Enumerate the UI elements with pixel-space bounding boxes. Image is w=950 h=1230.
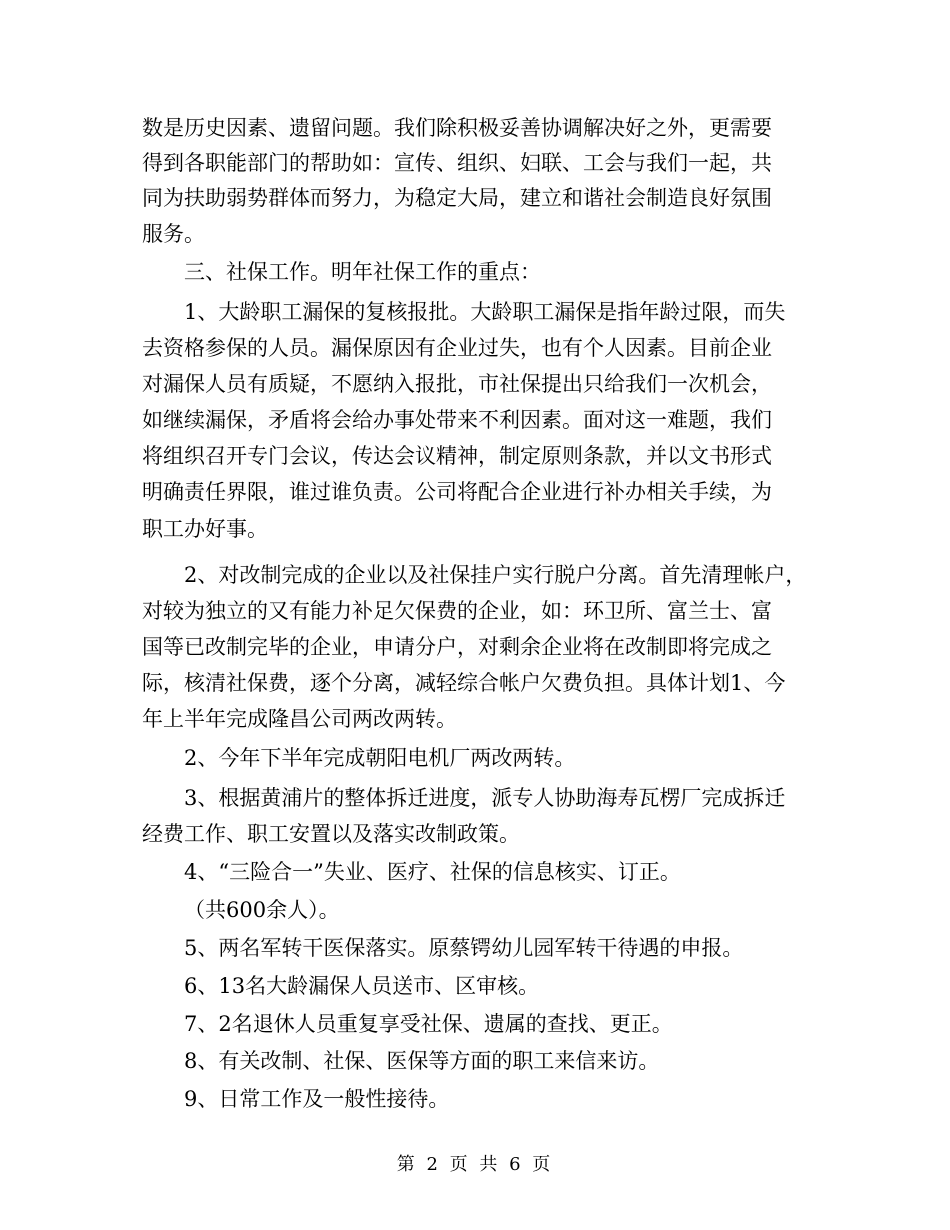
paragraph-line: 国等已改制完毕的企业，申请分户，对剩余企业将在改制即将完成之 xyxy=(142,635,772,659)
list-item: 5、两名军转干医保落实。原蔡锷幼儿园军转干待遇的申报。 xyxy=(184,936,744,960)
paragraph-line: 服务。 xyxy=(142,222,205,246)
list-item: 2、今年下半年完成朝阳电机厂两改两转。 xyxy=(184,746,576,770)
paragraph-line: 际，核清社保费，逐个分离，减轻综合帐户欠费负担。具体计划1、今 xyxy=(142,671,786,695)
paragraph-line: 2、对改制完成的企业以及社保挂户实行脱户分离。首先清理帐户， xyxy=(184,563,807,587)
list-item: 7、2名退休人员重复享受社保、遗属的查找、更正。 xyxy=(184,1012,673,1036)
section-heading: 三、社保工作。明年社保工作的重点： xyxy=(184,260,541,284)
paragraph-line: 同为扶助弱势群体而努力，为稳定大局，建立和谐社会制造良好氛围 xyxy=(142,186,772,210)
list-item: 3、根据黄浦片的整体拆迁进度，派专人协助海寿瓦楞厂完成拆迁 xyxy=(184,786,786,810)
paragraph-line: 对漏保人员有质疑，不愿纳入报批，市社保提出只给我们一次机会， xyxy=(142,372,772,396)
paragraph-line: （共600余人）。 xyxy=(184,898,340,922)
paragraph-line: 职工办好事。 xyxy=(142,517,268,541)
paragraph-line: 对较为独立的又有能力补足欠保费的企业，如：环卫所、富兰士、富 xyxy=(142,599,772,623)
paragraph-line: 经费工作、职工安置以及落实改制政策。 xyxy=(142,822,520,846)
list-item: 9、日常工作及一般性接待。 xyxy=(184,1087,450,1111)
list-item: 8、有关改制、社保、医保等方面的职工来信来访。 xyxy=(184,1049,660,1073)
paragraph-line: 将组织召开专门会议，传达会议精神，制定原则条款，并以文书形式 xyxy=(142,444,772,468)
list-item: 6、13名大龄漏保人员送市、区审核。 xyxy=(184,974,540,998)
paragraph-line: 去资格参保的人员。漏保原因有企业过失，也有个人因素。目前企业 xyxy=(142,336,772,360)
paragraph-line: 1、大龄职工漏保的复核报批。大龄职工漏保是指年龄过限，而失 xyxy=(184,300,786,324)
paragraph-line: 数是历史因素、遗留问题。我们除积极妥善协调解决好之外，更需要 xyxy=(142,116,772,140)
paragraph-line: 如继续漏保，矛盾将会给办事处带来不利因素。面对这一难题，我们 xyxy=(142,408,772,432)
page-footer: 第 2 页 共 6 页 xyxy=(396,1154,554,1175)
paragraph-line: 得到各职能部门的帮助如：宣传、组织、妇联、工会与我们一起，共 xyxy=(142,151,772,175)
paragraph-line: 年上半年完成隆昌公司两改两转。 xyxy=(142,707,457,731)
list-item: 4、“三险合一”失业、医疗、社保的信息核实、订正。 xyxy=(184,860,681,884)
paragraph-line: 明确责任界限，谁过谁负责。公司将配合企业进行补办相关手续，为 xyxy=(142,480,772,504)
